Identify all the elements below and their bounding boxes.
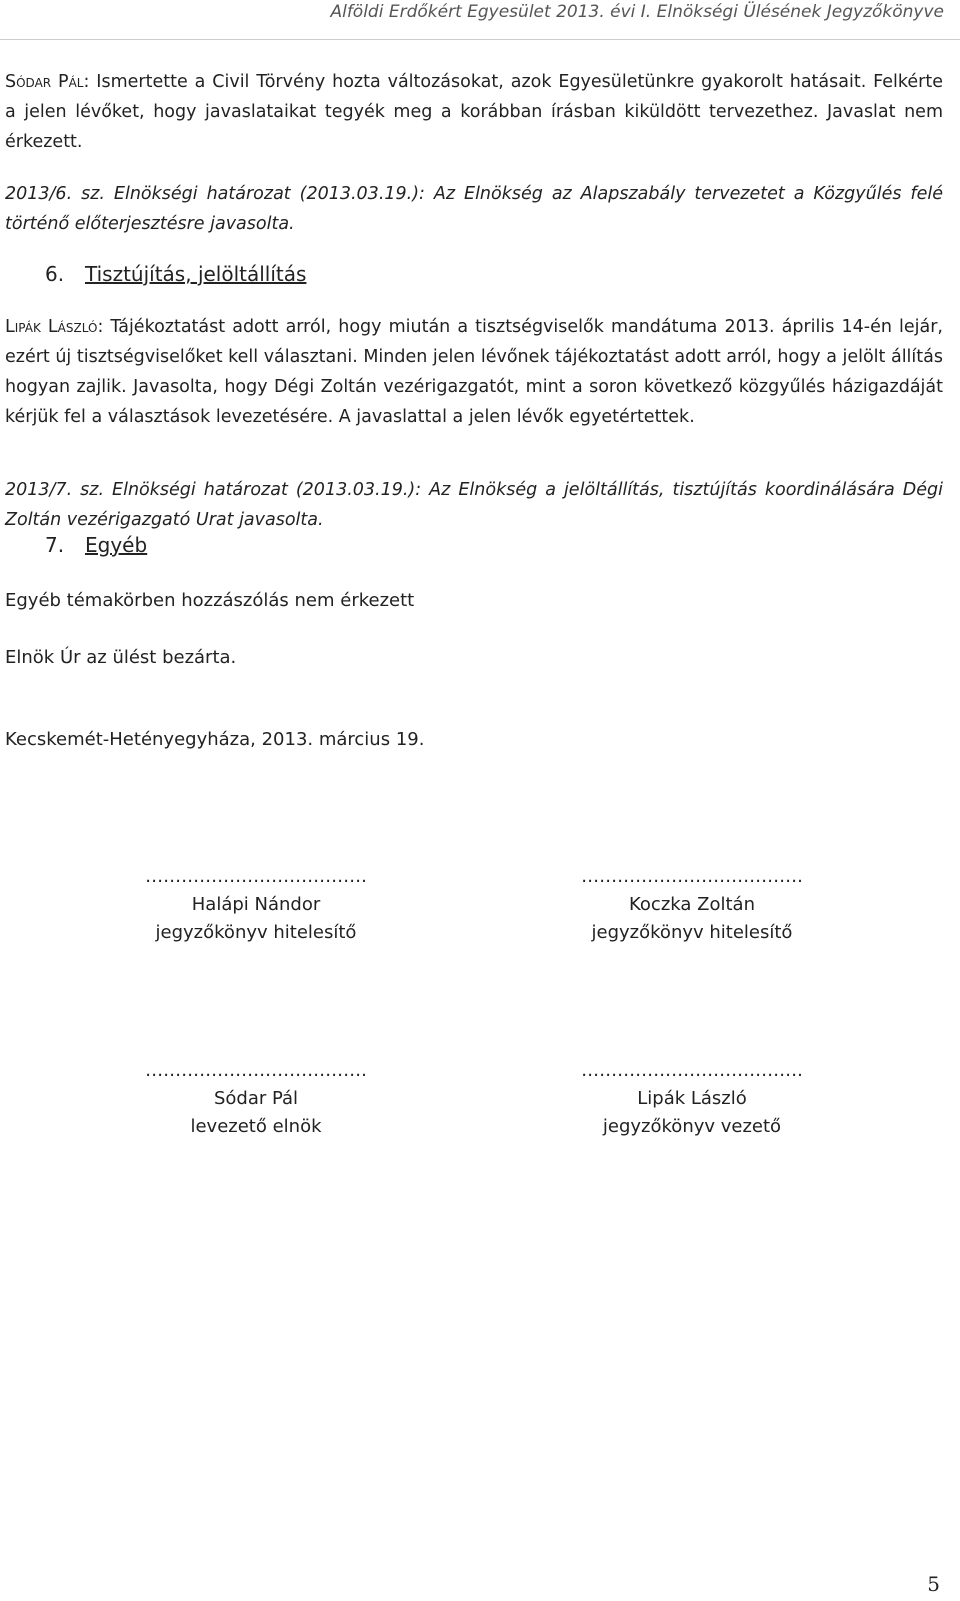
section-title: Tisztújítás, jelöltállítás <box>85 262 307 286</box>
section-number: 6. <box>45 262 65 286</box>
signer-role: levezető elnök <box>190 1116 322 1137</box>
resolution-6: 2013/6. sz. Elnökségi határozat (2013.03.19.): Az Elnökség az Alapszabály tervezetet a Közgyűlés felé történő előterjesztésre javasolta. <box>5 184 943 234</box>
signer-role: jegyzőkönyv hitelesítő <box>155 922 357 943</box>
signature-line: ………………………………. <box>145 866 367 887</box>
signature-line: ………………………………. <box>581 1060 803 1081</box>
signer-role: jegyzőkönyv hitelesítő <box>591 922 793 943</box>
signature-block-sodar <box>106 1057 406 1141</box>
running-header: Alföldi Erdőkért Egyesület 2013. évi I. Elnökségi Ülésének Jegyzőkönyve <box>330 2 944 22</box>
signer-name: Sódar Pál <box>213 1088 299 1109</box>
signature-block-halapi <box>106 863 406 947</box>
closing-text: Elnök Úr az ülést bezárta. <box>5 647 237 668</box>
paragraph-text: : Ismertette a Civil Törvény hozta változásokat, azok Egyesületünkre gyakorolt hatásait. Felkérte a jelen lévőket, hogy javaslataikat tegyék meg a korábban írásban kiküldött tervezethez. Javaslat nem érkezett. <box>5 72 944 152</box>
section-title: Egyéb <box>85 533 148 557</box>
paragraph-lipak-laszlo <box>5 312 943 432</box>
place-date: Kecskemét-Hetényegyháza, 2013. március 19. <box>5 729 425 750</box>
header-divider <box>0 39 960 40</box>
other-topics-text: Egyéb témakörben hozzászólás nem érkezett <box>5 590 415 611</box>
speaker-name: Sódar Pál <box>5 72 84 92</box>
section-number: 7. <box>45 533 65 557</box>
page-number: 5 <box>927 1572 940 1596</box>
signer-role: jegyzőkönyv vezető <box>602 1116 782 1137</box>
signer-name: Lipák László <box>637 1088 747 1109</box>
section-heading-6 <box>45 259 306 289</box>
signature-block-lipak <box>542 1057 842 1141</box>
resolution-7: 2013/7. sz. Elnökségi határozat (2013.03.19.): Az Elnökség a jelöltállítás, tisztújítás koordinálására Dégi Zoltán vezérigazgató Urat javasolta. <box>5 480 943 530</box>
section-heading-7 <box>45 530 147 560</box>
signer-name: Koczka Zoltán <box>629 894 755 915</box>
signature-line: ………………………………. <box>581 866 803 887</box>
signer-name: Halápi Nándor <box>191 894 321 915</box>
paragraph-text: : Tájékoztatást adott arról, hogy miután a tisztségviselők mandátuma 2013. április 14-én lejár, ezért új tisztségviselőket kell választani. Minden jelen lévőnek tájékoztatást adott arról, hogy a jelölt állítás hogyan zajlik. Javasolta, hogy Dégi Zoltán vezérigazgatót, mint a soron következő közgyűlés házigazdáját kérjük fel a választások levezetésére. A javaslattal a jelen lévők egyetértettek. <box>5 317 943 427</box>
signature-line: ………………………………. <box>145 1060 367 1081</box>
signature-block-koczka <box>542 863 842 947</box>
paragraph-sodar-pal <box>5 67 943 157</box>
speaker-name: Lipák László <box>5 317 98 337</box>
